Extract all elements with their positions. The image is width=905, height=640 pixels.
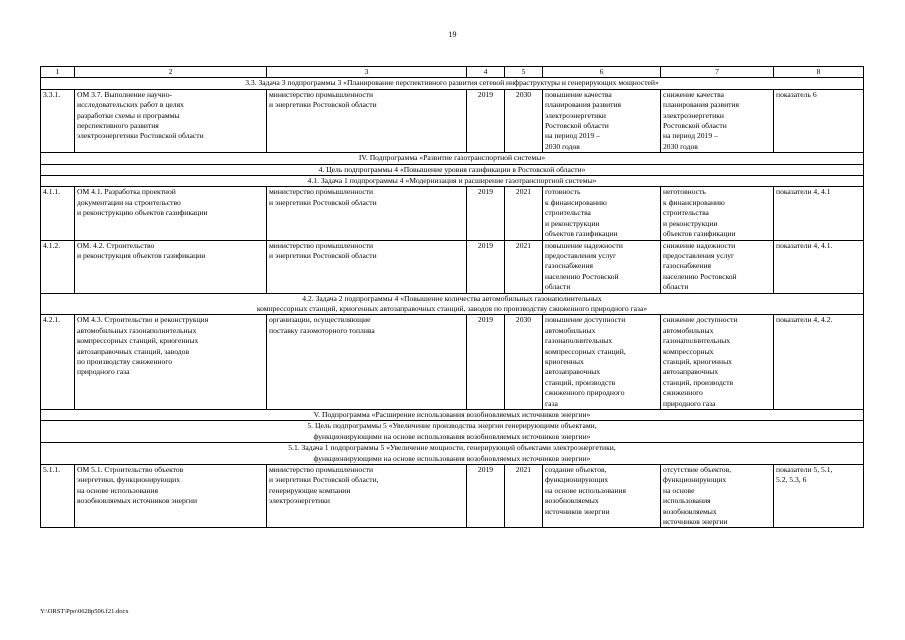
non-implementation-consequence: снижение доступности автомобильных газонаполнительных компрессорных станций, криогенных автозаправочных станций, производств сжиженного природного газа <box>661 315 774 410</box>
column-number: 7 <box>661 67 774 78</box>
section-title: 4.1. Задача 1 подпрограммы 4 «Модернизация и расширение газотранспортной системы» <box>41 176 864 187</box>
indicators: показатели 4, 4.2. <box>774 315 864 410</box>
section-row <box>41 443 864 465</box>
indicators: показатель 6 <box>774 89 864 152</box>
row-number: 4.1.2. <box>41 240 75 293</box>
non-implementation-consequence: неготовность к финансированию строительства и реконструкции объектов газификации <box>661 187 774 240</box>
section-title: IV. Подпрограмма «Развитие газотранспортной системы» <box>41 153 864 164</box>
measure-name: ОМ 4.1. Разработка проектной документации на строительство и реконструкцию объектов газификации <box>75 187 267 240</box>
section-row <box>41 421 864 443</box>
measure-name: ОМ 4.3. Строительство и реконструкция автомобильных газонаполнительных компрессорных станций, криогенных автозаправочных станций, заводов по производству сжиженного природного газа <box>75 315 267 410</box>
section-row <box>41 410 864 421</box>
section-title: 4. Цель подпрограммы 4 «Повышение уровня газификации в Ростовской области» <box>41 164 864 175</box>
row-number: 5.1.1. <box>41 465 75 528</box>
executor: министерство промышленности и энергетики Ростовской области, генерирующие компании электроэнергетики <box>267 465 467 528</box>
measure-name: ОМ 5.1. Строительство объектов энергетики, функционирующих на основе использования возобновляемых источников энергии <box>75 465 267 528</box>
column-number: 6 <box>543 67 661 78</box>
section-row <box>41 176 864 187</box>
start-year: 2019 <box>467 315 505 410</box>
start-year: 2019 <box>467 465 505 528</box>
expected-result: повышение доступности автомобильных газонаполнительных компрессорных станций, криогенных автозаправочных станций, производств сжиженного природного газа <box>543 315 661 410</box>
expected-result: создание объектов, функционирующих на основе использования возобновляемых источников энергии <box>543 465 661 528</box>
section-row <box>41 164 864 175</box>
header-row <box>41 67 864 78</box>
executor: организации, осуществляющие поставку газомоторного топлива <box>267 315 467 410</box>
page-number: 19 <box>448 30 457 39</box>
end-year: 2021 <box>505 240 543 293</box>
row-number: 3.3.1. <box>41 89 75 152</box>
measures-table <box>40 66 864 528</box>
section-title: 3.3. Задача 3 подпрограммы 3 «Планирование перспективного развития сетевой инфраструктуры и генерирующих мощностей» <box>41 78 864 89</box>
section-title: 5. Цель подпрограммы 5 «Увеличение производства энергии генерирующими объектами, функционирующими на основе использования возобновляемых источников энергии» <box>41 421 864 443</box>
end-year: 2021 <box>505 465 543 528</box>
start-year: 2019 <box>467 187 505 240</box>
section-row <box>41 153 864 164</box>
non-implementation-consequence: снижение надежности предоставления услуг газоснабжения населению Ростовской области <box>661 240 774 293</box>
table-row <box>41 240 864 293</box>
file-path-footer: Y:\ORST\Ppo\0628p506.f21.docx <box>40 608 129 615</box>
non-implementation-consequence: отсутствие объектов, функционирующих на основе использования возобновляемых источников энергии <box>661 465 774 528</box>
expected-result: повышение надежности предоставления услуг газоснабжения населению Ростовской области <box>543 240 661 293</box>
section-title: 4.2. Задача 2 подпрограммы 4 «Повышение количества автомобильных газонаполнительных компрессорных станций, криогенных автозаправочных станций, заводов по производству сжиженного природного газа» <box>41 293 864 315</box>
column-number: 8 <box>774 67 864 78</box>
executor: министерство промышленности и энергетики Ростовской области <box>267 187 467 240</box>
column-number: 2 <box>75 67 267 78</box>
end-year: 2030 <box>505 315 543 410</box>
executor: министерство промышленности и энергетики Ростовской области <box>267 89 467 152</box>
expected-result: готовность к финансированию строительства и реконструкции объектов газификации <box>543 187 661 240</box>
section-title: V. Подпрограмма «Расширение использования возобновляемых источников энергии» <box>41 410 864 421</box>
table-row <box>41 315 864 410</box>
table-row <box>41 465 864 528</box>
indicators: показатели 4, 4.1 <box>774 187 864 240</box>
section-title: 5.1. Задача 1 подпрограммы 5 «Увеличение мощности, генерирующей объектами электроэнергетики, функционирующими на основе использования возобновляемых источников энергии» <box>41 443 864 465</box>
start-year: 2019 <box>467 240 505 293</box>
non-implementation-consequence: снижение качества планирования развития электроэнергетики Ростовской области на период 2019 – 2030 годов <box>661 89 774 152</box>
indicators: показатели 5, 5.1, 5.2, 5.3, 6 <box>774 465 864 528</box>
indicators: показатели 4, 4.1. <box>774 240 864 293</box>
table-row <box>41 89 864 152</box>
column-number: 5 <box>505 67 543 78</box>
column-number: 1 <box>41 67 75 78</box>
row-number: 4.1.1. <box>41 187 75 240</box>
end-year: 2021 <box>505 187 543 240</box>
expected-result: повышение качества планирования развития электроэнергетики Ростовской области на период 2019 – 2030 годов <box>543 89 661 152</box>
measure-name: ОМ. 4.2. Строительство и реконструкция объектов газификации <box>75 240 267 293</box>
column-number: 4 <box>467 67 505 78</box>
measure-name: ОМ 3.7. Выполнение научно- исследовательских работ в целях разработки схемы и программы перспективного развития электроэнергетики Ростовской области <box>75 89 267 152</box>
start-year: 2019 <box>467 89 505 152</box>
column-number: 3 <box>267 67 467 78</box>
end-year: 2030 <box>505 89 543 152</box>
row-number: 4.2.1. <box>41 315 75 410</box>
table-row <box>41 187 864 240</box>
executor: министерство промышленности и энергетики Ростовской области <box>267 240 467 293</box>
section-row <box>41 293 864 315</box>
section-row <box>41 78 864 89</box>
